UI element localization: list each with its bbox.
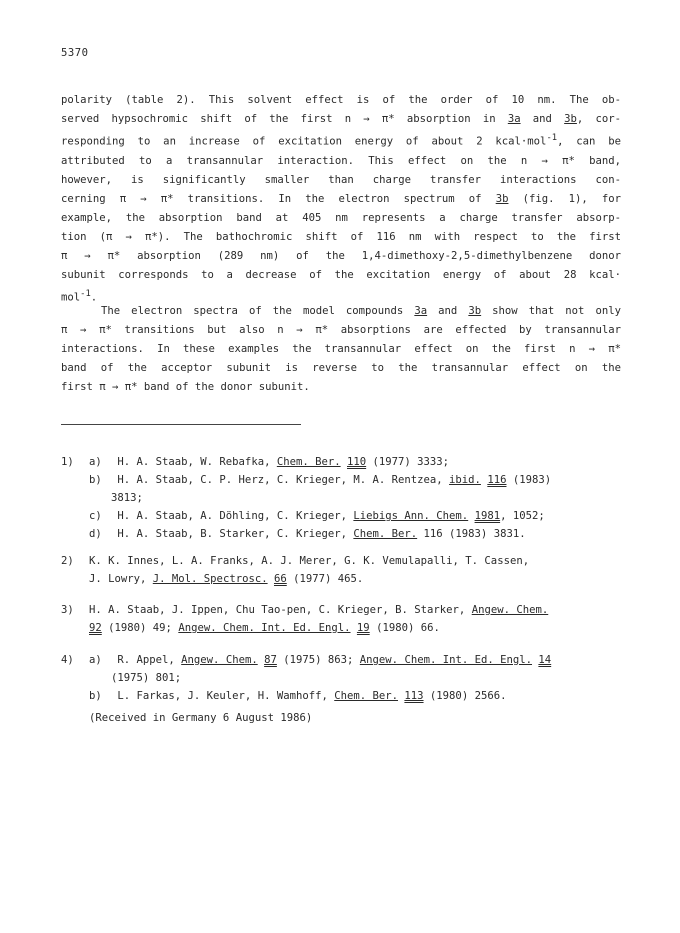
page-number: 5370: [61, 47, 89, 59]
text-line: subunit corresponds to a decrease of the excitation energy of about 28 kcal·: [61, 268, 621, 281]
text-line: cerning π → π* transitions. In the electron spectrum of 3b (fig. 1), for: [61, 192, 621, 205]
text-line: tion (π → π*). The bathochromic shift of 116 nm with respect to the first: [61, 230, 621, 243]
text-line: however, is significantly smaller than charge transfer interactions con-: [61, 173, 621, 186]
footnote-divider: [61, 424, 301, 425]
reference-3: 3) H. A. Staab, J. Ippen, Chu Tao-pen, C. Krieger, B. Starker, Angew. Chem. 92 (1980) 49; Angew. Chem. Int. Ed. Engl. 19 (1980) 66.: [61, 604, 549, 634]
text-line: interactions. In these examples the transannular effect on the first n → π*: [61, 343, 621, 355]
text-line: band of the acceptor subunit is reverse to the transannular effect on the: [61, 362, 621, 374]
reference-4: 4) a) R. Appel, Angew. Chem. 87 (1975) 863; Angew. Chem. Int. Ed. Engl. 14 (1975) 801; b) L. Farkas, J. Keuler, H. Wamhoff, Chem. Ber. 113 (1980) 2566.: [61, 654, 552, 702]
text-line: π → π* absorption (289 nm) of the 1,4-dimethoxy-2,5-dimethylbenzene donor: [61, 249, 621, 262]
text-line: attributed to a transannular interaction. This effect on the n → π* band,: [61, 154, 621, 167]
received-date: (Received in Germany 6 August 1986): [89, 712, 313, 724]
reference-2: 2) K. K. Innes, L. A. Franks, A. J. Merer, G. K. Vemulapalli, T. Cassen, J. Lowry, J. Mol. Spectrosc. 66 (1977) 465.: [61, 555, 530, 585]
text-line: responding to an increase of excitation energy of about 2 kcal·mol$^{-1}$, can be: [61, 133, 621, 148]
text-line: polarity (table 2). This solvent effect is of the order of 10 nm. The ob-: [61, 94, 621, 106]
text-line: served hypsochromic shift of the first n → π* absorption in 3a and 3b, cor-: [61, 113, 622, 125]
text-line: mol$^{-1}$.: [61, 288, 98, 304]
body-paragraph-2: [61, 302, 621, 397]
text-line: π → π* transitions but also n → π* absorptions are effected by transannular: [61, 324, 621, 336]
text-line: first π → π* band of the donor subunit.: [61, 381, 310, 393]
text-line: example, the absorption band at 405 nm represents a charge transfer absorp-: [61, 211, 621, 224]
text-line: The electron spectra of the model compounds 3a and 3b show that not only: [101, 305, 621, 317]
body-paragraph-1: [61, 91, 621, 307]
reference-1: 1) a) H. A. Staab, W. Rebafka, Chem. Ber. 110 (1977) 3333; b) H. A. Staab, C. P. Herz, C. Krieger, M. A. Rentzea, ibid. 116 (1983) 3813; c) H. A. Staab, A. Döhling, C. Krieger, Liebigs Ann. Chem. 1981, 1052; d) H. A. Staab, B. Starker, C. Krieger, Chem. Ber. 116 (1983) 3831.: [61, 456, 552, 540]
